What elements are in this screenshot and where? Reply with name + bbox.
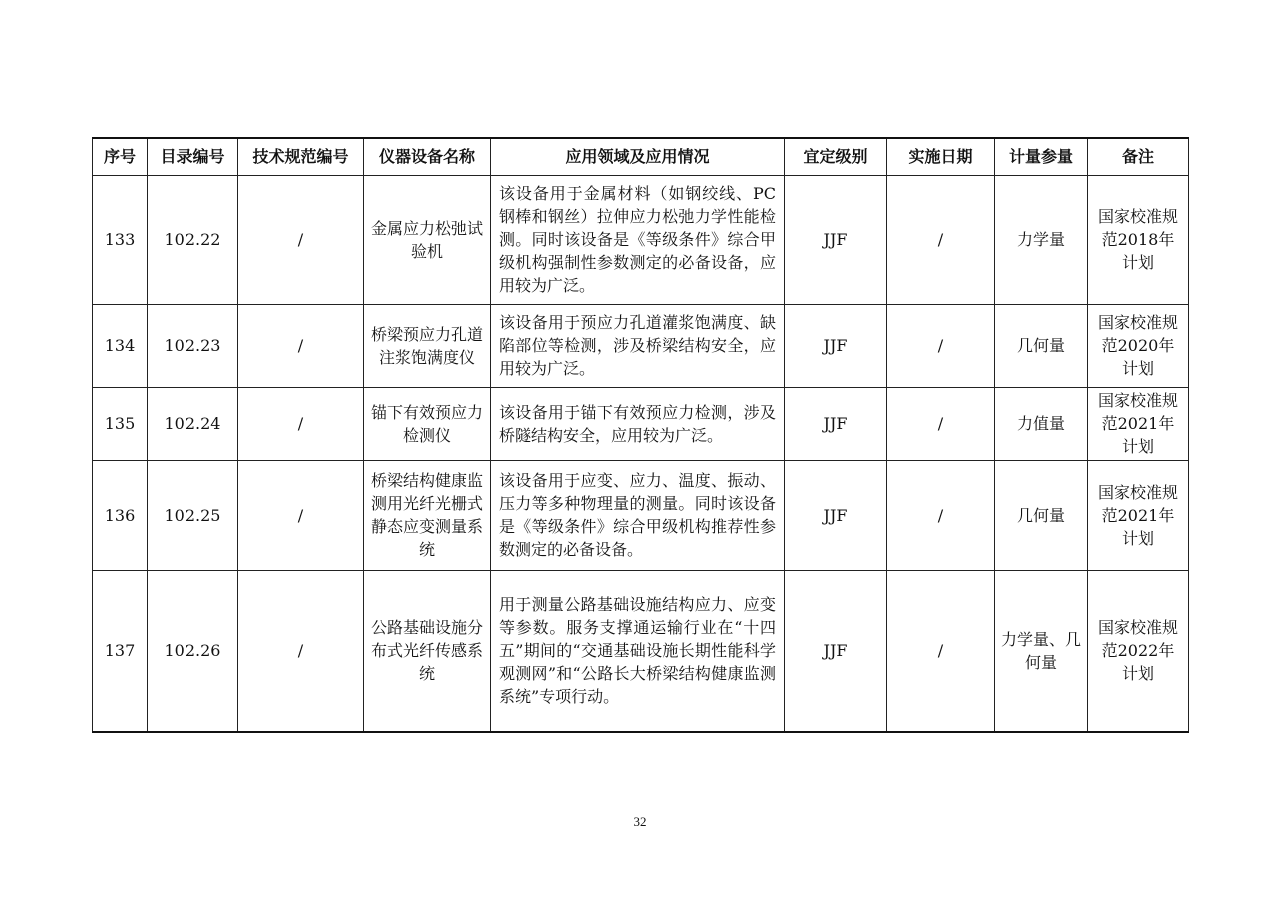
header-spec-number: 技术规范编号 <box>238 138 364 175</box>
cell-measurement-quantity: 力学量 <box>995 175 1088 304</box>
cell-instrument-name: 桥梁结构健康监测用光纤光栅式静态应变测量系统 <box>364 460 491 570</box>
cell-instrument-name: 公路基础设施分布式光纤传感系统 <box>364 570 491 732</box>
header-remark: 备注 <box>1088 138 1189 175</box>
header-implementation-date: 实施日期 <box>887 138 995 175</box>
cell-catalog-number: 102.23 <box>148 304 238 387</box>
cell-catalog-number: 102.24 <box>148 387 238 460</box>
cell-implementation-date: / <box>887 460 995 570</box>
cell-remark: 国家校准规范2021年计划 <box>1088 387 1189 460</box>
cell-spec-number: / <box>238 460 364 570</box>
cell-serial-number: 137 <box>93 570 148 732</box>
cell-remark: 国家校准规范2018年计划 <box>1088 175 1189 304</box>
cell-serial-number: 135 <box>93 387 148 460</box>
cell-measurement-quantity: 几何量 <box>995 304 1088 387</box>
cell-level: JJF <box>785 387 887 460</box>
cell-instrument-name: 桥梁预应力孔道注浆饱满度仪 <box>364 304 491 387</box>
table-header-row <box>93 138 1189 175</box>
cell-application: 该设备用于金属材料（如钢绞线、PC钢棒和钢丝）拉伸应力松弛力学性能检测。同时该设备是《等级条件》综合甲级机构强制性参数测定的必备设备，应用较为广泛。 <box>491 175 785 304</box>
cell-remark: 国家校准规范2022年计划 <box>1088 570 1189 732</box>
cell-level: JJF <box>785 304 887 387</box>
cell-instrument-name: 金属应力松弛试验机 <box>364 175 491 304</box>
instrument-table <box>92 137 1189 733</box>
cell-application: 该设备用于应变、应力、温度、振动、压力等多种物理量的测量。同时该设备是《等级条件》综合甲级机构推荐性参数测定的必备设备。 <box>491 460 785 570</box>
cell-measurement-quantity: 力值量 <box>995 387 1088 460</box>
table-row <box>93 387 1189 460</box>
table-row <box>93 570 1189 732</box>
table-row <box>93 175 1189 304</box>
header-measurement-quantity: 计量参量 <box>995 138 1088 175</box>
header-serial-number: 序号 <box>93 138 148 175</box>
cell-catalog-number: 102.22 <box>148 175 238 304</box>
cell-application: 该设备用于锚下有效预应力检测，涉及桥隧结构安全，应用较为广泛。 <box>491 387 785 460</box>
cell-remark: 国家校准规范2020年计划 <box>1088 304 1189 387</box>
table-row <box>93 304 1189 387</box>
cell-measurement-quantity: 力学量、几何量 <box>995 570 1088 732</box>
table-row <box>93 460 1189 570</box>
cell-implementation-date: / <box>887 387 995 460</box>
cell-catalog-number: 102.26 <box>148 570 238 732</box>
cell-level: JJF <box>785 570 887 732</box>
header-application: 应用领域及应用情况 <box>491 138 785 175</box>
page-number: 32 <box>633 814 647 829</box>
cell-catalog-number: 102.25 <box>148 460 238 570</box>
cell-spec-number: / <box>238 570 364 732</box>
cell-measurement-quantity: 几何量 <box>995 460 1088 570</box>
cell-instrument-name: 锚下有效预应力检测仪 <box>364 387 491 460</box>
cell-application: 用于测量公路基础设施结构应力、应变等参数。服务支撑通运输行业在“十四五”期间的“交通基础设施长期性能科学观测网”和“公路长大桥梁结构健康监测系统”专项行动。 <box>491 570 785 732</box>
cell-implementation-date: / <box>887 304 995 387</box>
cell-serial-number: 134 <box>93 304 148 387</box>
cell-serial-number: 133 <box>93 175 148 304</box>
header-catalog-number: 目录编号 <box>148 138 238 175</box>
cell-spec-number: / <box>238 304 364 387</box>
cell-spec-number: / <box>238 175 364 304</box>
cell-remark: 国家校准规范2021年计划 <box>1088 460 1189 570</box>
cell-level: JJF <box>785 460 887 570</box>
cell-implementation-date: / <box>887 175 995 304</box>
cell-level: JJF <box>785 175 887 304</box>
cell-spec-number: / <box>238 387 364 460</box>
header-level: 宜定级别 <box>785 138 887 175</box>
cell-application: 该设备用于预应力孔道灌浆饱满度、缺陷部位等检测，涉及桥梁结构安全，应用较为广泛。 <box>491 304 785 387</box>
cell-serial-number: 136 <box>93 460 148 570</box>
cell-implementation-date: / <box>887 570 995 732</box>
header-instrument-name: 仪器设备名称 <box>364 138 491 175</box>
